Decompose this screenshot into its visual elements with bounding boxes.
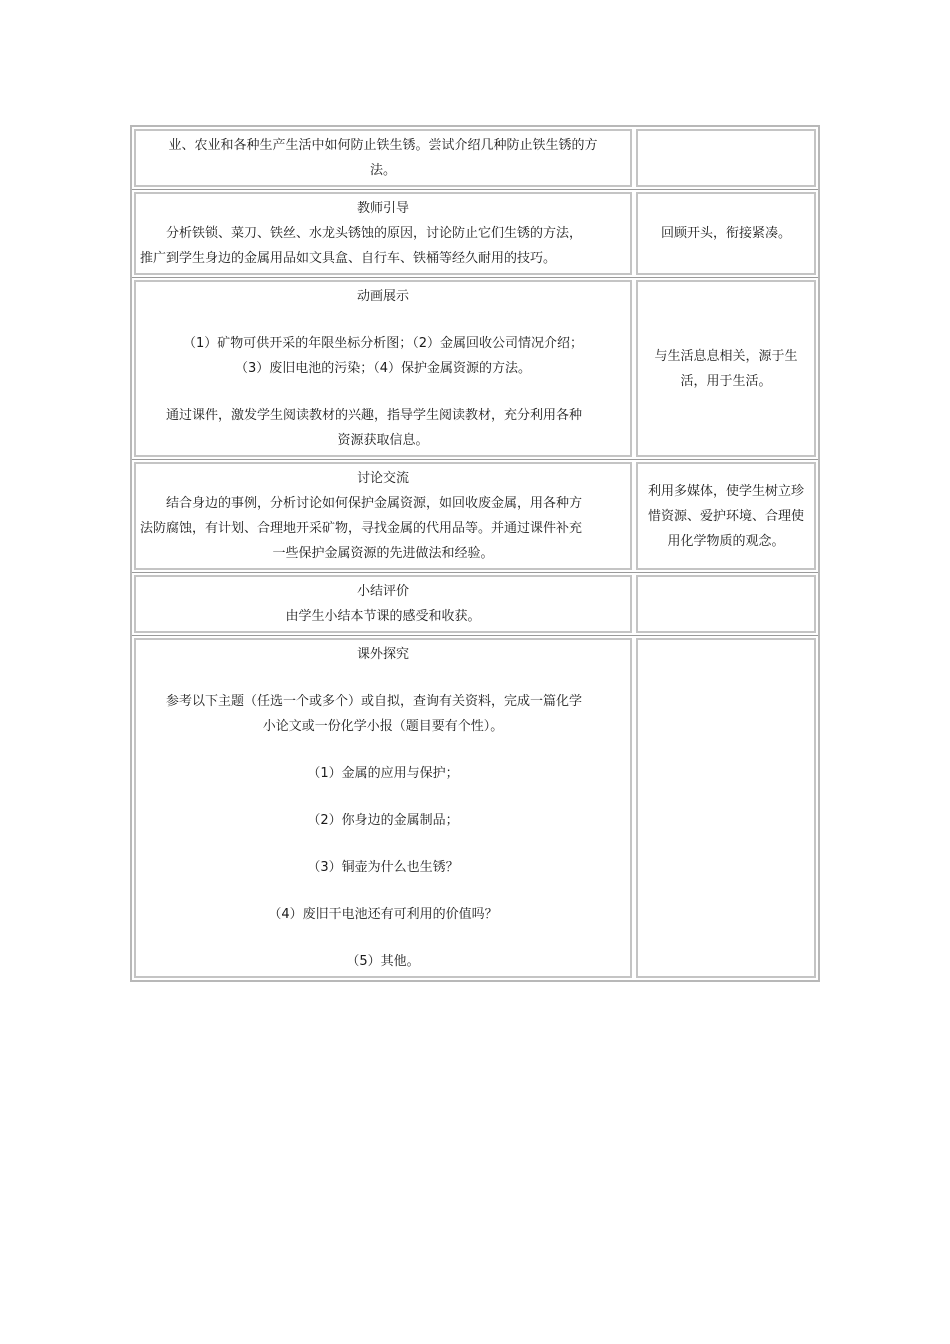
design-note: 用化学物质的观念。 bbox=[667, 533, 785, 549]
design-note-cell bbox=[636, 462, 816, 570]
section-title: 小结评价 bbox=[356, 584, 409, 599]
design-note: 利用多媒体，使学生树立珍 bbox=[647, 483, 804, 499]
design-note: 活，用于生活。 bbox=[680, 373, 772, 389]
text-line: 通过课件，激发学生阅读教材的兴趣，指导学生阅读教材，充分利用各种 bbox=[166, 408, 583, 423]
section-title: 讨论交流 bbox=[356, 471, 409, 486]
activity-cell bbox=[134, 575, 632, 633]
section-title: 教师引导 bbox=[356, 201, 409, 216]
text-line: 法防腐蚀，有计划、合理地开采矿物，寻找金属的代用品等。并通过课件补充 bbox=[140, 521, 583, 536]
text-line: （1）矿物可供开采的年限坐标分析图；（2）金属回收公司情况介绍； bbox=[182, 336, 584, 351]
text-line: 分析铁锁、菜刀、铁丝、水龙头锈蚀的原因，讨论防止它们生锈的方法， bbox=[166, 226, 583, 241]
list-item: （4）废旧干电池还有可利用的价值吗？ bbox=[268, 907, 498, 922]
table-row bbox=[132, 190, 818, 278]
text-line: 推广到学生身边的金属用品如文具盒、自行车、铁桶等经久耐用的技巧。 bbox=[140, 251, 557, 266]
list-item: （1）金属的应用与保护； bbox=[307, 766, 459, 781]
text-line: （3）废旧电池的污染；（4）保护金属资源的方法。 bbox=[234, 361, 532, 376]
design-note-cell bbox=[636, 129, 816, 187]
activity-cell bbox=[134, 192, 632, 275]
lesson-plan-table bbox=[130, 125, 820, 982]
design-note-cell bbox=[636, 280, 816, 457]
design-note: 与生活息息相关，源于生 bbox=[654, 348, 798, 364]
list-item: （3）铜壶为什么也生锈？ bbox=[307, 860, 459, 875]
table-row bbox=[132, 127, 818, 190]
design-note-cell bbox=[636, 638, 816, 978]
table-row bbox=[132, 573, 818, 636]
section-title: 课外探究 bbox=[356, 647, 409, 662]
activity-cell bbox=[134, 129, 632, 187]
table-row bbox=[132, 460, 818, 573]
design-note-cell bbox=[636, 192, 816, 275]
text-line: 参考以下主题（任选一个或多个）或自拟，查询有关资料，完成一篇化学 bbox=[166, 694, 583, 709]
design-note-cell bbox=[636, 575, 816, 633]
text-line: 由学生小结本节课的感受和收获。 bbox=[285, 609, 481, 624]
text-line: 法。 bbox=[369, 163, 396, 178]
table-row bbox=[132, 636, 818, 980]
text-line: 结合身边的事例，分析讨论如何保护金属资源，如回收废金属，用各种方 bbox=[166, 496, 583, 511]
list-item: （5）其他。 bbox=[346, 954, 420, 969]
text-line: 业、农业和各种生产生活中如何防止铁生锈。尝试介绍几种防止铁生锈的方 bbox=[168, 138, 598, 153]
section-title: 动画展示 bbox=[356, 289, 409, 304]
design-note: 惜资源、爱护环境、合理使 bbox=[647, 508, 804, 524]
text-line: 一些保护金属资源的先进做法和经验。 bbox=[272, 546, 494, 561]
list-item: （2）你身边的金属制品； bbox=[307, 813, 459, 828]
activity-cell bbox=[134, 638, 632, 978]
table-row bbox=[132, 278, 818, 460]
design-note: 回顾开头，衔接紧凑。 bbox=[660, 226, 791, 241]
text-line: 资源获取信息。 bbox=[337, 433, 429, 448]
activity-cell bbox=[134, 280, 632, 457]
text-line: 小论文或一份化学小报（题目要有个性）。 bbox=[262, 719, 504, 734]
activity-cell bbox=[134, 462, 632, 570]
